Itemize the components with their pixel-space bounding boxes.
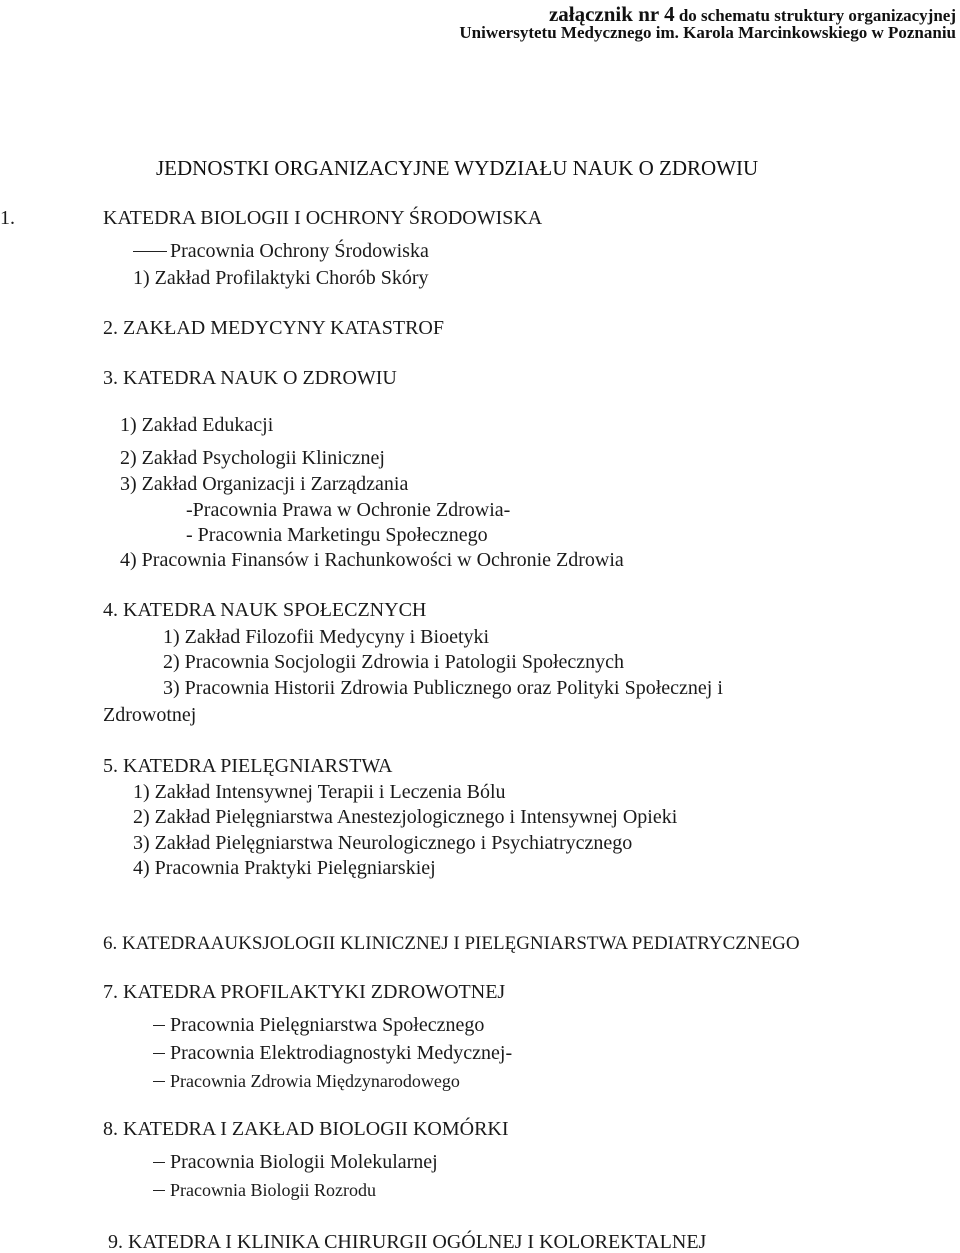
- unit-2-heading: 2. ZAKŁAD MEDYCYNY KATASTROF: [103, 317, 444, 339]
- unit-3-item-1: 1) Zakład Edukacji: [120, 414, 274, 436]
- unit-5-item-1: 1) Zakład Intensywnej Terapii i Leczenia Bólu: [133, 781, 506, 803]
- unit-5-item-3: 3) Zakład Pielęgniarstwa Neurologicznego i Psychiatrycznego: [133, 832, 633, 854]
- attachment-header-line-1: [549, 4, 956, 25]
- unit-3-item-3: 3) Zakład Organizacji i Zarządzania: [120, 473, 409, 495]
- unit-3-item-4: -Pracownia Prawa w Ochronie Zdrowia-: [186, 499, 511, 521]
- attachment-header-line-2: Uniwersytetu Medycznego im. Karola Marcinkowskiego w Poznaniu: [459, 23, 956, 42]
- unit-7-item-3: Pracownia Zdrowia Międzynarodowego: [170, 1071, 460, 1091]
- unit-3-item-2: 2) Zakład Psychologii Klinicznej: [120, 447, 385, 469]
- dash-bullet: [153, 1162, 165, 1163]
- unit-3-heading: 3. KATEDRA NAUK O ZDROWIU: [103, 367, 397, 389]
- unit-8-heading: 8. KATEDRA I ZAKŁAD BIOLOGII KOMÓRKI: [103, 1118, 509, 1140]
- dash-bullet: [153, 1081, 165, 1082]
- unit-9-heading: 9. KATEDRA I KLINIKA CHIRURGII OGÓLNEJ I KOLOREKTALNEJ: [108, 1231, 707, 1253]
- unit-4-item-3: 3) Pracownia Historii Zdrowia Publicznego oraz Polityki Społecznej i: [163, 677, 723, 699]
- page-title: JEDNOSTKI ORGANIZACYJNE WYDZIAŁU NAUK O ZDROWIU: [156, 156, 759, 180]
- unit-7-heading: 7. KATEDRA PROFILAKTYKI ZDROWOTNEJ: [103, 981, 506, 1003]
- unit-1-heading: KATEDRA BIOLOGII I OCHRONY ŚRODOWISKA: [103, 207, 543, 229]
- unit-4-item-2: 2) Pracownia Socjologii Zdrowia i Patologii Społecznych: [163, 651, 625, 673]
- attachment-description: do schematu struktury organizacyjnej: [674, 6, 956, 25]
- unit-3-item-6: 4) Pracownia Finansów i Rachunkowości w Ochronie Zdrowia: [120, 549, 624, 571]
- unit-1-number: 1.: [0, 207, 15, 229]
- unit-3-item-5: - Pracownia Marketingu Społecznego: [186, 524, 488, 546]
- unit-5-item-2: 2) Zakład Pielęgniarstwa Anestezjologicznego i Intensywnej Opieki: [133, 806, 678, 828]
- unit-5-item-4: 4) Pracownia Praktyki Pielęgniarskiej: [133, 857, 436, 879]
- unit-4-heading: 4. KATEDRA NAUK SPOŁECZNYCH: [103, 599, 427, 621]
- unit-7-item-2: Pracownia Elektrodiagnostyki Medycznej-: [170, 1042, 513, 1064]
- dash-bullet: [133, 251, 167, 252]
- unit-4-item-3-cont: Zdrowotnej: [103, 704, 197, 726]
- unit-7-item-1: Pracownia Pielęgniarstwa Społecznego: [170, 1014, 485, 1036]
- unit-1-item-2: 1) Zakład Profilaktyki Chorób Skóry: [133, 267, 429, 289]
- dash-bullet: [153, 1025, 165, 1026]
- unit-8-item-2: Pracownia Biologii Rozrodu: [170, 1180, 376, 1200]
- unit-1-item-1: Pracownia Ochrony Środowiska: [170, 240, 429, 262]
- unit-8-item-1: Pracownia Biologii Molekularnej: [170, 1151, 438, 1173]
- dash-bullet: [153, 1053, 165, 1054]
- unit-4-item-1: 1) Zakład Filozofii Medycyny i Bioetyki: [163, 626, 490, 648]
- unit-6-heading: 6. KATEDRAAUKSJOLOGII KLINICZNEJ I PIELĘGNIARSTWA PEDIATRYCZNEGO: [103, 933, 800, 954]
- unit-5-heading: 5. KATEDRA PIELĘGNIARSTWA: [103, 755, 393, 777]
- attachment-number: załącznik nr 4: [548, 2, 675, 26]
- dash-bullet: [153, 1190, 165, 1191]
